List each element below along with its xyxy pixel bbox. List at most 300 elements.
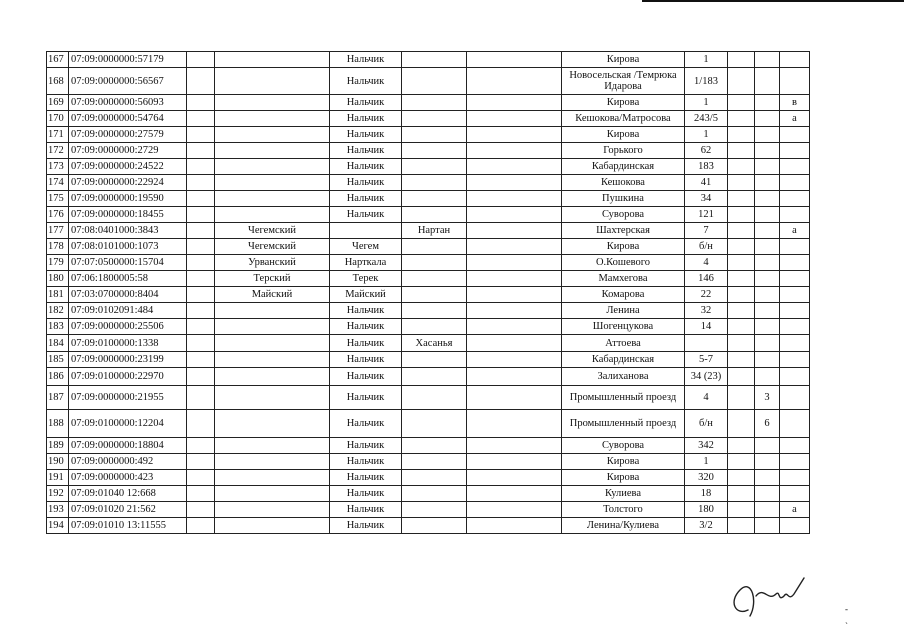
table-row xyxy=(47,287,810,303)
row-number: 180 xyxy=(47,271,69,287)
street: Толстого xyxy=(562,502,685,518)
empty-cell xyxy=(187,438,215,454)
extra-letter xyxy=(780,319,810,335)
cadastral-number: 07:09:01040 12:668 xyxy=(69,486,187,502)
empty-cell xyxy=(728,95,755,111)
row-number: 184 xyxy=(47,335,69,352)
empty-cell xyxy=(187,271,215,287)
empty-cell xyxy=(187,143,215,159)
empty-cell xyxy=(467,287,562,303)
city: Нальчик xyxy=(330,368,402,386)
city: Нальчик xyxy=(330,319,402,335)
row-number: 193 xyxy=(47,502,69,518)
table-row xyxy=(47,454,810,470)
table-row xyxy=(47,68,810,95)
row-number: 178 xyxy=(47,239,69,255)
empty-cell xyxy=(467,271,562,287)
village xyxy=(402,143,467,159)
village xyxy=(402,111,467,127)
city: Нальчик xyxy=(330,52,402,68)
empty-cell xyxy=(187,410,215,438)
row-number: 189 xyxy=(47,438,69,454)
row-number: 173 xyxy=(47,159,69,175)
building-letter xyxy=(755,368,780,386)
empty-cell xyxy=(187,111,215,127)
table-row xyxy=(47,207,810,223)
village xyxy=(402,386,467,410)
street: Кабардинская xyxy=(562,159,685,175)
table-row xyxy=(47,143,810,159)
building-letter xyxy=(755,191,780,207)
building-letter xyxy=(755,159,780,175)
building-letter xyxy=(755,486,780,502)
empty-cell xyxy=(187,239,215,255)
empty-cell xyxy=(728,127,755,143)
extra-letter xyxy=(780,486,810,502)
street: Комарова xyxy=(562,287,685,303)
table-row xyxy=(47,470,810,486)
house-number: 7 xyxy=(685,223,728,239)
extra-letter xyxy=(780,518,810,534)
extra-letter xyxy=(780,239,810,255)
cadastral-number: 07:09:0100000:1338 xyxy=(69,335,187,352)
empty-cell xyxy=(728,386,755,410)
empty-cell xyxy=(728,502,755,518)
district xyxy=(215,143,330,159)
house-number: 62 xyxy=(685,143,728,159)
house-number: 3/2 xyxy=(685,518,728,534)
empty-cell xyxy=(187,502,215,518)
village xyxy=(402,127,467,143)
empty-cell xyxy=(467,175,562,191)
city: Чегем xyxy=(330,239,402,255)
house-number: 5-7 xyxy=(685,352,728,368)
city: Нальчик xyxy=(330,127,402,143)
empty-cell xyxy=(467,239,562,255)
street: Ленина/Кулиева xyxy=(562,518,685,534)
village xyxy=(402,486,467,502)
street: Промышленный проезд xyxy=(562,410,685,438)
extra-letter xyxy=(780,303,810,319)
empty-cell xyxy=(467,207,562,223)
empty-cell xyxy=(187,159,215,175)
table-row xyxy=(47,518,810,534)
row-number: 170 xyxy=(47,111,69,127)
district xyxy=(215,470,330,486)
extra-letter xyxy=(780,175,810,191)
village xyxy=(402,410,467,438)
cadastral-number: 07:09:0000000:18455 xyxy=(69,207,187,223)
house-number: б/н xyxy=(685,410,728,438)
street: Суворова xyxy=(562,207,685,223)
building-letter xyxy=(755,239,780,255)
cadastral-number: 07:09:0000000:492 xyxy=(69,454,187,470)
table-row xyxy=(47,319,810,335)
row-number: 187 xyxy=(47,386,69,410)
building-letter xyxy=(755,271,780,287)
cadastral-number: 07:09:0100000:22970 xyxy=(69,368,187,386)
house-number: б/н xyxy=(685,239,728,255)
city: Нальчик xyxy=(330,207,402,223)
empty-cell xyxy=(728,191,755,207)
district xyxy=(215,319,330,335)
city: Нальчик xyxy=(330,410,402,438)
city: Нальчик xyxy=(330,386,402,410)
empty-cell xyxy=(187,486,215,502)
empty-cell xyxy=(467,111,562,127)
empty-cell xyxy=(728,239,755,255)
house-number: 32 xyxy=(685,303,728,319)
cadastral-number: 07:07:0500000:15704 xyxy=(69,255,187,271)
empty-cell xyxy=(467,368,562,386)
empty-cell xyxy=(467,352,562,368)
district: Терский xyxy=(215,271,330,287)
extra-letter xyxy=(780,386,810,410)
empty-cell xyxy=(187,454,215,470)
building-letter xyxy=(755,223,780,239)
district xyxy=(215,207,330,223)
district xyxy=(215,438,330,454)
house-number: 4 xyxy=(685,255,728,271)
building-letter xyxy=(755,95,780,111)
empty-cell xyxy=(187,303,215,319)
city: Нальчик xyxy=(330,175,402,191)
table-row xyxy=(47,223,810,239)
empty-cell xyxy=(467,335,562,352)
building-letter xyxy=(755,255,780,271)
village xyxy=(402,52,467,68)
building-letter xyxy=(755,68,780,95)
empty-cell xyxy=(728,111,755,127)
street: Ленина xyxy=(562,303,685,319)
extra-letter: в xyxy=(780,95,810,111)
village xyxy=(402,319,467,335)
building-letter xyxy=(755,143,780,159)
empty-cell xyxy=(187,287,215,303)
house-number: 1 xyxy=(685,52,728,68)
district: Чегемский xyxy=(215,239,330,255)
village: Хасанья xyxy=(402,335,467,352)
city: Нальчик xyxy=(330,486,402,502)
empty-cell xyxy=(467,454,562,470)
street: Кешокова xyxy=(562,175,685,191)
extra-letter xyxy=(780,68,810,95)
street: Залиханова xyxy=(562,368,685,386)
extra-letter xyxy=(780,52,810,68)
house-number: 183 xyxy=(685,159,728,175)
street: Шогенцукова xyxy=(562,319,685,335)
village xyxy=(402,68,467,95)
house-number: 14 xyxy=(685,319,728,335)
row-number: 181 xyxy=(47,287,69,303)
empty-cell xyxy=(467,386,562,410)
empty-cell xyxy=(187,127,215,143)
table-row xyxy=(47,127,810,143)
empty-cell xyxy=(728,52,755,68)
empty-cell xyxy=(728,271,755,287)
house-number: 18 xyxy=(685,486,728,502)
building-letter xyxy=(755,303,780,319)
street: Кирова xyxy=(562,454,685,470)
empty-cell xyxy=(187,368,215,386)
building-letter xyxy=(755,454,780,470)
street: Новосельская /Темрюка Идарова xyxy=(562,68,685,95)
district xyxy=(215,68,330,95)
street: Кирова xyxy=(562,127,685,143)
district xyxy=(215,111,330,127)
table-row xyxy=(47,386,810,410)
building-letter: 6 xyxy=(755,410,780,438)
district xyxy=(215,368,330,386)
cadastral-number: 07:09:0102091:484 xyxy=(69,303,187,319)
cadastral-number: 07:09:0000000:19590 xyxy=(69,191,187,207)
street: Суворова xyxy=(562,438,685,454)
table-row xyxy=(47,410,810,438)
building-letter xyxy=(755,335,780,352)
city: Нальчик xyxy=(330,303,402,319)
street: О.Кошевого xyxy=(562,255,685,271)
empty-cell xyxy=(467,518,562,534)
street: Промышленный проезд xyxy=(562,386,685,410)
building-letter xyxy=(755,287,780,303)
street: Шахтерская xyxy=(562,223,685,239)
village xyxy=(402,207,467,223)
extra-letter xyxy=(780,255,810,271)
street: Горького xyxy=(562,143,685,159)
table-row xyxy=(47,111,810,127)
village xyxy=(402,255,467,271)
house-number: 4 xyxy=(685,386,728,410)
empty-cell xyxy=(187,352,215,368)
building-letter xyxy=(755,127,780,143)
empty-cell xyxy=(728,335,755,352)
city: Терек xyxy=(330,271,402,287)
empty-cell xyxy=(728,207,755,223)
district xyxy=(215,386,330,410)
row-number: 179 xyxy=(47,255,69,271)
row-number: 182 xyxy=(47,303,69,319)
village xyxy=(402,352,467,368)
house-number: 34 xyxy=(685,191,728,207)
table-row xyxy=(47,175,810,191)
property-table xyxy=(46,51,809,534)
row-number: 191 xyxy=(47,470,69,486)
building-letter xyxy=(755,175,780,191)
city: Нальчик xyxy=(330,159,402,175)
table-row xyxy=(47,159,810,175)
district xyxy=(215,175,330,191)
empty-cell xyxy=(728,303,755,319)
empty-cell xyxy=(467,486,562,502)
district xyxy=(215,486,330,502)
table-row xyxy=(47,502,810,518)
street: Кирова xyxy=(562,239,685,255)
empty-cell xyxy=(187,207,215,223)
city: Нальчик xyxy=(330,335,402,352)
empty-cell xyxy=(728,68,755,95)
cadastral-number: 07:09:0000000:54764 xyxy=(69,111,187,127)
house-number: 320 xyxy=(685,470,728,486)
cadastral-number: 07:09:0000000:18804 xyxy=(69,438,187,454)
empty-cell xyxy=(467,223,562,239)
empty-cell xyxy=(467,438,562,454)
extra-letter xyxy=(780,143,810,159)
district xyxy=(215,502,330,518)
street: Кешокова/Матросова xyxy=(562,111,685,127)
district: Урванский xyxy=(215,255,330,271)
village xyxy=(402,454,467,470)
city: Нальчик xyxy=(330,454,402,470)
street: Кулиева xyxy=(562,486,685,502)
empty-cell xyxy=(728,438,755,454)
table-row xyxy=(47,438,810,454)
extra-letter xyxy=(780,127,810,143)
empty-cell xyxy=(187,518,215,534)
empty-cell xyxy=(187,191,215,207)
cadastral-number: 07:09:0000000:2729 xyxy=(69,143,187,159)
house-number: 1 xyxy=(685,127,728,143)
village xyxy=(402,239,467,255)
cadastral-number: 07:09:0000000:56093 xyxy=(69,95,187,111)
row-number: 190 xyxy=(47,454,69,470)
signature xyxy=(718,572,828,622)
district xyxy=(215,127,330,143)
scan-marks: ‐ ˏ xyxy=(845,604,870,624)
city: Нальчик xyxy=(330,68,402,95)
row-number: 167 xyxy=(47,52,69,68)
empty-cell xyxy=(467,502,562,518)
empty-cell xyxy=(187,52,215,68)
cadastral-number: 07:09:0000000:423 xyxy=(69,470,187,486)
extra-letter xyxy=(780,352,810,368)
row-number: 186 xyxy=(47,368,69,386)
building-letter xyxy=(755,470,780,486)
village xyxy=(402,175,467,191)
empty-cell xyxy=(187,470,215,486)
village xyxy=(402,518,467,534)
empty-cell xyxy=(187,255,215,271)
empty-cell xyxy=(467,410,562,438)
building-letter xyxy=(755,518,780,534)
village xyxy=(402,502,467,518)
table-row xyxy=(47,368,810,386)
street: Кирова xyxy=(562,470,685,486)
cadastral-number: 07:03:0700000:8404 xyxy=(69,287,187,303)
empty-cell xyxy=(467,52,562,68)
village xyxy=(402,191,467,207)
extra-letter xyxy=(780,438,810,454)
extra-letter xyxy=(780,191,810,207)
district xyxy=(215,335,330,352)
cadastral-number: 07:09:0000000:23199 xyxy=(69,352,187,368)
empty-cell xyxy=(728,159,755,175)
district xyxy=(215,454,330,470)
empty-cell xyxy=(467,303,562,319)
empty-cell xyxy=(728,175,755,191)
table-row xyxy=(47,52,810,68)
district: Майский xyxy=(215,287,330,303)
extra-letter: а xyxy=(780,502,810,518)
row-number: 171 xyxy=(47,127,69,143)
city: Нарткала xyxy=(330,255,402,271)
empty-cell xyxy=(728,319,755,335)
house-number xyxy=(685,335,728,352)
row-number: 194 xyxy=(47,518,69,534)
cadastral-number: 07:09:01010 13:11555 xyxy=(69,518,187,534)
house-number: 180 xyxy=(685,502,728,518)
cadastral-number: 07:09:0000000:27579 xyxy=(69,127,187,143)
building-letter xyxy=(755,111,780,127)
cadastral-number: 07:09:0000000:57179 xyxy=(69,52,187,68)
row-number: 172 xyxy=(47,143,69,159)
empty-cell xyxy=(728,470,755,486)
street: Кабардинская xyxy=(562,352,685,368)
empty-cell xyxy=(467,191,562,207)
house-number: 146 xyxy=(685,271,728,287)
empty-cell xyxy=(187,95,215,111)
cadastral-number: 07:08:0401000:3843 xyxy=(69,223,187,239)
empty-cell xyxy=(728,368,755,386)
city: Майский xyxy=(330,287,402,303)
cadastral-number: 07:09:0000000:56567 xyxy=(69,68,187,95)
building-letter: 3 xyxy=(755,386,780,410)
empty-cell xyxy=(187,68,215,95)
street: Кирова xyxy=(562,95,685,111)
city xyxy=(330,223,402,239)
district xyxy=(215,95,330,111)
row-number: 177 xyxy=(47,223,69,239)
house-number: 34 (23) xyxy=(685,368,728,386)
row-number: 192 xyxy=(47,486,69,502)
extra-letter: а xyxy=(780,111,810,127)
empty-cell xyxy=(187,175,215,191)
city: Нальчик xyxy=(330,502,402,518)
table-row xyxy=(47,95,810,111)
empty-cell xyxy=(187,223,215,239)
empty-cell xyxy=(728,223,755,239)
village xyxy=(402,368,467,386)
table-row xyxy=(47,239,810,255)
empty-cell xyxy=(187,335,215,352)
empty-cell xyxy=(728,518,755,534)
house-number: 1/183 xyxy=(685,68,728,95)
cadastral-number: 07:09:0000000:21955 xyxy=(69,386,187,410)
village xyxy=(402,470,467,486)
empty-cell xyxy=(467,255,562,271)
street: Аттоева xyxy=(562,335,685,352)
house-number: 243/5 xyxy=(685,111,728,127)
row-number: 174 xyxy=(47,175,69,191)
building-letter xyxy=(755,319,780,335)
empty-cell xyxy=(728,410,755,438)
row-number: 175 xyxy=(47,191,69,207)
city: Нальчик xyxy=(330,95,402,111)
village xyxy=(402,159,467,175)
building-letter xyxy=(755,438,780,454)
table-row xyxy=(47,335,810,352)
empty-cell xyxy=(187,386,215,410)
house-number: 342 xyxy=(685,438,728,454)
empty-cell xyxy=(467,127,562,143)
city: Нальчик xyxy=(330,111,402,127)
cadastral-number: 07:06:1800005:58 xyxy=(69,271,187,287)
table-row xyxy=(47,303,810,319)
row-number: 176 xyxy=(47,207,69,223)
empty-cell xyxy=(467,470,562,486)
row-number: 185 xyxy=(47,352,69,368)
district xyxy=(215,159,330,175)
house-number: 1 xyxy=(685,95,728,111)
